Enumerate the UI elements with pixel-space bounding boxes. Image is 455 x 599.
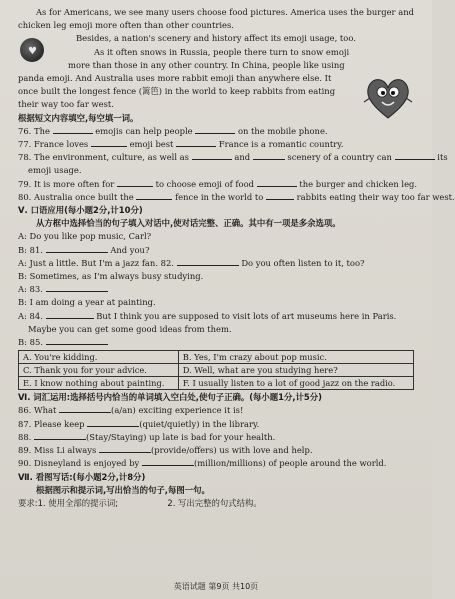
answer-blank[interactable] [46, 244, 108, 253]
vocab-item-86: 86. What (a/an) exciting experience it is! [18, 405, 244, 416]
dialogue-line: B: Sometimes, as I'm always busy studying. [18, 271, 204, 282]
vocab-item-90: 90. Disneyland is enjoyed by (million/millions) of people around the world. [18, 458, 387, 469]
option-a: A. You're kidding. [19, 351, 179, 364]
answer-blank[interactable] [253, 151, 285, 160]
options-row [19, 377, 414, 390]
passage-line: As it often snows in Russia, people there turn to snow emoji [94, 46, 350, 57]
fill-item-76: 76. The emojis can help people on the mobile phone. [18, 125, 328, 136]
answer-blank[interactable] [117, 178, 153, 187]
options-row [19, 364, 414, 377]
section-7-instruction: 根据图示和提示词,写出恰当的句子,每图一句。 [36, 484, 210, 495]
section-5-instruction: 从方框中选择恰当的句子填入对话中,使对话完整、正确。其中有一项是多余选项。 [36, 218, 341, 229]
fill-item-78: 78. The environment, culture, as well as and scenery of a country can its [18, 152, 448, 163]
answer-blank[interactable] [136, 191, 172, 200]
section-6-heading: Ⅵ. 词汇运用:选择括号内恰当的单词填入空白处,使句子正确。(每小题1分,计5分) [18, 392, 322, 403]
fill-item-78-cont: emoji usage. [28, 165, 82, 176]
option-c: C. Thank you for your advice. [19, 364, 179, 377]
passage-line: panda emoji. And Australia uses more rabbit emoji than anywhere else. It [18, 73, 332, 84]
dialogue-line: B: 81. And you? [18, 244, 150, 255]
option-d: D. Well, what are you studying here? [178, 364, 413, 377]
vocab-item-87: 87. Please keep (quiet/quietly) in the library. [18, 418, 260, 429]
fill-item-77: 77. France loves emoji best France is a romantic country. [18, 139, 344, 150]
answer-blank[interactable] [46, 310, 94, 319]
passage-line: once built the longest fence (篱笆) in the world to keep rabbits from eating [18, 86, 336, 97]
page-footer: 英语试题 第9页 共10页 [173, 582, 259, 591]
answer-blank[interactable] [34, 431, 86, 440]
answer-blank[interactable] [87, 418, 139, 427]
fill-instruction: 根据短文内容填空,每空填一词。 [18, 112, 139, 123]
dialogue-line: A: 83. [18, 283, 420, 296]
vocab-item-89: 89. Miss Li always (provide/offers) us with love and help. [18, 445, 313, 456]
passage-line: chicken leg emoji more often than other countries. [18, 20, 234, 31]
passage-line: more than those in any other country. In China, people like using [68, 59, 345, 70]
answer-blank[interactable] [91, 138, 127, 147]
options-box [18, 350, 414, 390]
heart-cartoon-emoji-icon [360, 72, 416, 122]
dialogue-line: Maybe you can get some good ideas from them. [28, 323, 232, 334]
section-7-heading: Ⅶ. 看图写话:(每小题2分,计8分) [18, 471, 146, 482]
option-f: F. I usually listen to a lot of good jazz on the radio. [178, 377, 413, 390]
answer-blank[interactable] [53, 125, 93, 134]
dialogue [18, 230, 420, 349]
answer-blank[interactable] [266, 191, 294, 200]
vocab-item-88: 88. (Stay/Staying) up late is bad for your health. [18, 431, 276, 442]
answer-blank[interactable] [192, 151, 232, 160]
fill-item-79: 79. It is more often for to choose emoji of food the burger and chicken leg. [18, 178, 418, 189]
fill-blank-items [18, 125, 455, 204]
dialogue-line: A: 84. But I think you are supposed to visit lots of art museums here in Paris. [18, 310, 397, 321]
dialogue-line: A: Just a little. But I'm a jazz fan. 82. Do you often listen to it, too? [18, 257, 365, 268]
answer-blank[interactable] [59, 404, 111, 413]
section-5-heading: Ⅴ. 口语应用(每小题2分,计10分) [18, 205, 143, 216]
answer-blank[interactable] [195, 125, 235, 134]
passage-line: Besides, a nation's scenery and history affect its emoji usage, too. [76, 33, 356, 44]
option-e: E. I know nothing about painting. [19, 377, 179, 390]
answer-blank[interactable] [177, 257, 239, 266]
answer-blank[interactable] [176, 138, 216, 147]
section-7-requirements: 要求:1. 使用全部的提示词; 2. 写出完整的句式结构。 [18, 497, 262, 508]
passage-line: their way too far west. [18, 99, 114, 110]
vocab-items [18, 404, 420, 470]
passage-line: As for Americans, we see many users choose food pictures. America uses the burger and [36, 7, 414, 17]
answer-blank[interactable] [46, 283, 108, 292]
dialogue-line: A: Do you like pop music, Carl? [18, 231, 152, 242]
answer-blank[interactable] [395, 151, 435, 160]
answer-blank[interactable] [46, 336, 108, 345]
answer-blank[interactable] [142, 457, 194, 466]
dialogue-line: B: 85. [18, 336, 420, 349]
answer-blank[interactable] [99, 444, 151, 453]
fill-item-80: 80. Australia once built the fence in the world to rabbits eating their way too far west. [18, 191, 455, 202]
option-b: B. Yes, I'm crazy about pop music. [178, 351, 413, 364]
answer-blank[interactable] [257, 178, 297, 187]
heart-glyph-icon: ♥ [28, 46, 37, 57]
dialogue-line: B: I am doing a year at painting. [18, 297, 156, 308]
options-row [19, 351, 414, 364]
